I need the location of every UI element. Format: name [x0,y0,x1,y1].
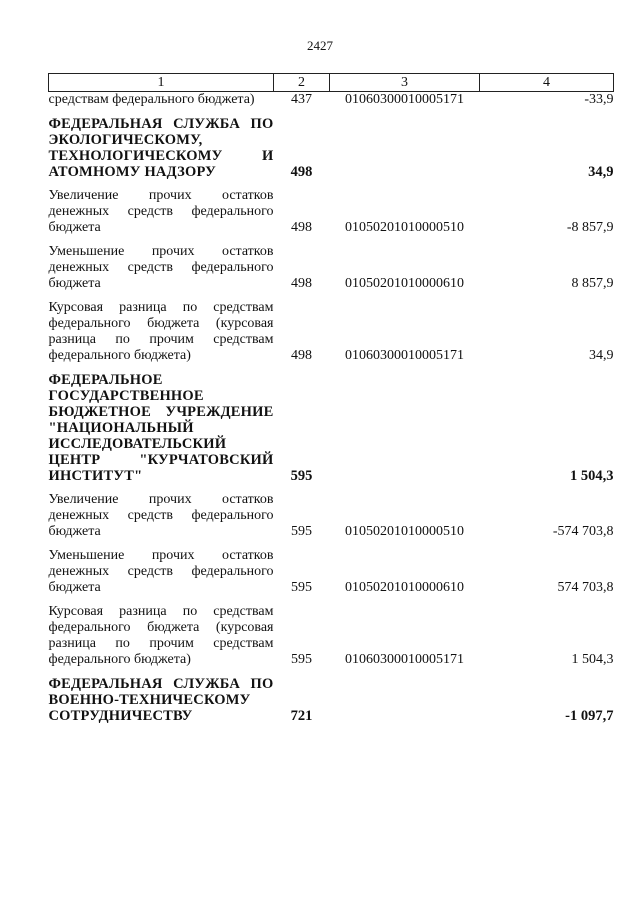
row-kbk: 01060300010005171 [345,348,464,363]
row-kbk [330,116,480,180]
row-code: 498 [290,164,313,180]
row-kbk: 01060300010005171 [345,92,464,107]
row-kbk: 01050201010000610 [345,580,464,595]
row-kbk [330,676,480,724]
row-code: 595 [290,468,313,484]
table-row [49,92,614,109]
row-kbk: 01050201010000510 [345,220,464,235]
row-kbk: 01050201010000610 [345,276,464,291]
row-name: средствам федерального бюджета) [48,92,255,107]
row-name: Уменьшение прочих остатков денежных средств федерального бюджета [48,244,274,291]
row-kbk [330,372,480,484]
row-name: Курсовая разница по средствам федерального бюджета (курсовая разница по прочим средствам федерального бюджета) [48,604,274,667]
row-name: ФЕДЕРАЛЬНАЯ СЛУЖБА ПО ВОЕННО-ТЕХНИЧЕСКОМУ СОТРУДНИЧЕСТВУ [48,676,274,724]
row-name: ФЕДЕРАЛЬНАЯ СЛУЖБА ПО ЭКОЛОГИЧЕСКОМУ, ТЕХНОЛОГИЧЕСКОМУ И АТОМНОМУ НАДЗОРУ [48,116,274,180]
table-header-row [49,74,614,92]
row-name: Курсовая разница по средствам федерального бюджета (курсовая разница по прочим средствам федерального бюджета) [48,300,274,363]
row-code: 595 [291,652,312,667]
table-row [49,188,614,236]
row-amount: 1 504,3 [570,468,614,484]
table-row-organization [49,372,614,484]
row-amount: -33,9 [584,92,614,107]
row-name: Увеличение прочих остатков денежных средств федерального бюджета [48,492,274,539]
column-header-1: 1 [49,74,274,92]
row-code: 498 [291,276,312,291]
row-code: 721 [290,708,313,724]
row-amount: -574 703,8 [552,524,614,539]
row-amount: 34,9 [588,164,614,180]
row-amount: 34,9 [589,348,614,363]
row-code: 595 [291,580,312,595]
column-header-3: 3 [330,74,480,92]
row-amount: 8 857,9 [571,276,614,291]
row-name: Уменьшение прочих остатков денежных средств федерального бюджета [48,548,274,595]
table-row [49,244,614,292]
column-header-2: 2 [274,74,330,92]
row-code: 498 [291,220,312,235]
row-code: 437 [291,92,312,107]
row-name: ФЕДЕРАЛЬНОЕ ГОСУДАРСТВЕННОЕ БЮДЖЕТНОЕ УЧРЕЖДЕНИЕ "НАЦИОНАЛЬНЫЙ ИССЛЕДОВАТЕЛЬСКИЙ ЦЕНТР "КУРЧАТОВСКИЙ ИНСТИТУТ" [48,372,274,484]
row-amount: 1 504,3 [571,652,614,667]
row-amount: -8 857,9 [566,220,614,235]
table-row [49,548,614,596]
row-kbk: 01050201010000510 [345,524,464,539]
row-amount: 574 703,8 [557,580,614,595]
table-row-organization [49,676,614,724]
row-kbk: 01060300010005171 [345,652,464,667]
row-code: 595 [291,524,312,539]
row-code: 498 [291,348,312,363]
table-row [49,300,614,364]
table-row [49,604,614,668]
page-number: 2427 [307,38,333,53]
table-row [49,492,614,540]
row-name: Увеличение прочих остатков денежных средств федерального бюджета [48,188,274,235]
table-row-organization [49,116,614,180]
column-header-4: 4 [480,74,614,92]
row-amount: -1 097,7 [565,708,614,724]
budget-table [48,73,614,724]
